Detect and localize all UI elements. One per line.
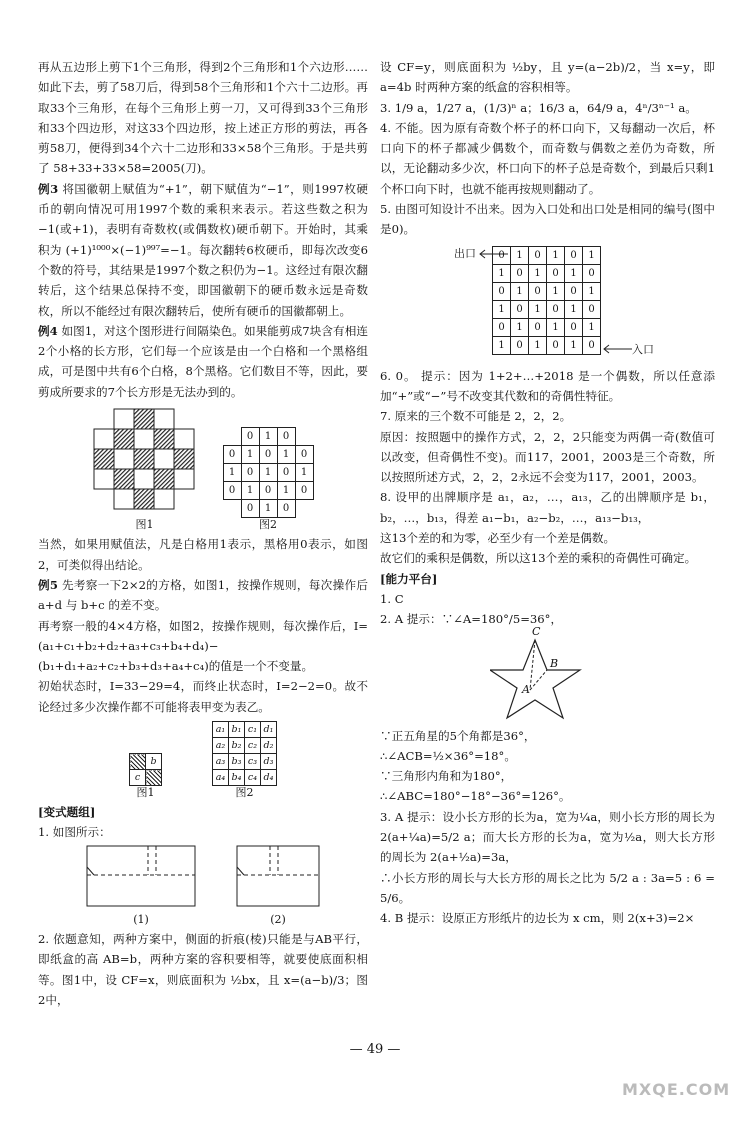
grid-cell: 1 [259, 428, 277, 446]
maze-figure [380, 244, 715, 362]
figure-caption: 图2 [259, 518, 277, 532]
grid-cell: 0 [295, 482, 313, 500]
star-step-2: ∴∠ACB=½×36°=18°。 [380, 748, 516, 763]
grid-row [223, 482, 313, 500]
example-3-text: 将国徽朝上赋值为“+1”，朝下赋值为“−1”，则1997枚硬币的朝向情况可用1997个数的乘积来表示。若这些数之积为−1(或+1)，表明有奇数枚(或偶数枚)硬币朝下。开始时，其乘积为 (+1)¹⁰⁰⁰×(−1)⁹⁹⁷=−1。每次翻转6枚硬币，即每次改变6个数的符号，其结果是1997个数之积仍为−1。这经过有限次翻转后，这个结果总保持不变，即国徽朝下的硬币数永远是奇数枚，所以不能经过有限次翻转后，使所有硬币的国徽都朝上。 [38, 181, 368, 318]
grid-cell: 0 [277, 500, 295, 518]
grid-cell: 0 [565, 282, 583, 300]
grid-cell: 0 [259, 482, 277, 500]
grid-cell: b₁ [229, 722, 245, 738]
grid-row [493, 282, 601, 300]
grid-cell: 1 [565, 336, 583, 354]
grid-row [223, 446, 313, 464]
figure-caption: 图1 [135, 518, 154, 532]
example-5-label: 例5 [38, 577, 58, 592]
page-number: — 49 — [349, 1042, 401, 1057]
example-5a-text: 先考察一下2×2的方格，如图1，按操作规则，每次操作后 a+d 与 b+c 的差不变。 [38, 577, 368, 613]
small-grid [129, 753, 162, 786]
grid-cell: 0 [223, 482, 241, 500]
grid-cell: 0 [277, 464, 295, 482]
example-4-label: 例4 [38, 323, 58, 338]
figure-caption: 图2 [235, 786, 254, 800]
grid-cell: 1 [259, 500, 277, 518]
box-figure-1 [86, 845, 196, 927]
answer-5: 5. 由图可知设计不出来。因为入口处和出口处是相同的编号(图中是0)。 [380, 202, 715, 237]
grid-cell: 1 [547, 318, 565, 336]
example-5a [38, 575, 368, 616]
grid-cell: 1 [583, 318, 601, 336]
answer-8a: 8. 设甲的出牌顺序是 a₁，a₂，…，a₁₃，乙的出牌顺序是 b₁，b₂，…，b₁₃，得差 a₁−b₁，a₂−b₂，…，a₁₃−b₁₃， [380, 490, 715, 525]
grid-cell: 1 [241, 482, 259, 500]
grid-cell: 1 [529, 336, 547, 354]
grid-cell: a₁ [213, 722, 229, 738]
answer-3: 3. 1/9 a，1/27 a，(1/3)ⁿ a；16/3 a，64/9 a，4ⁿ/3ⁿ⁻¹ a。 [380, 100, 697, 115]
grid-row [493, 318, 601, 336]
answer-8c: 故它们的乘积是偶数，所以这13个差的乘积的奇偶性可确定。 [380, 551, 697, 566]
grid-cell: 1 [511, 282, 529, 300]
ability-2: 2. A 提示：∵∠A=180°/5=36°， [380, 612, 563, 627]
star-step-1: ∵正五角星的5个角都是36°， [380, 728, 536, 743]
grid-cell: 1 [259, 464, 277, 482]
grid-cell: 0 [295, 446, 313, 464]
grid-cell [223, 500, 241, 518]
grid-row [223, 428, 313, 446]
grid-cell: 0 [529, 282, 547, 300]
star-label-b: B [550, 656, 559, 670]
ability-3a: 3. A 提示：设小长方形的长为a，宽为¼a，则小长方形的周长为 2(a+¼a)=5/2 a；而大长方形的长为a，宽为½a，则大长方形的周长为 2(a+½a)=3a， [380, 809, 715, 865]
grid-row [493, 336, 601, 354]
grid-row [493, 300, 601, 318]
grid-cell: 1 [547, 282, 565, 300]
grid-cell [130, 754, 146, 770]
example-3 [38, 179, 368, 321]
checker-figure [93, 408, 197, 532]
grid-cell: 0 [511, 300, 529, 318]
binary-grid [223, 427, 314, 518]
big-grid-figure [212, 721, 277, 800]
grid-cell: 0 [259, 446, 277, 464]
grid-cell: 0 [583, 300, 601, 318]
answer-7b: 原因：按照题中的操作方式，2，2，2只能变为两偶一奇(数值可以改变，但奇偶性不变)。而117，2001，2003是三个奇数，所以按照所述方式，2，2，2永远不会变为117，2001，2003。 [380, 429, 715, 485]
big-grid [212, 721, 277, 786]
figure-caption: 图1 [136, 786, 155, 800]
grid-cell: 1 [493, 300, 511, 318]
grid-cell: 1 [565, 264, 583, 282]
box-caption: (2) [270, 912, 286, 926]
paragraph-assignment: 当然，如果用赋值法，凡是白格用1表示，黑格用0表示，如图2，可类似得出结论。 [38, 537, 368, 572]
star-step-4: ∴∠ABC=180°−18°−36°=126°。 [380, 789, 571, 804]
example-3-label: 例3 [38, 181, 59, 196]
grid-row [213, 738, 277, 754]
grid-cell: 0 [223, 446, 241, 464]
grid-cell: 0 [511, 264, 529, 282]
grid-cell: b [146, 754, 162, 770]
checker-shape [93, 408, 197, 512]
grid-row [130, 770, 162, 786]
grid-cell: 1 [529, 264, 547, 282]
grid-cell: a₂ [213, 738, 229, 754]
grid-cell: a₄ [213, 770, 229, 786]
grid-cell: b₃ [229, 754, 245, 770]
grid-cell: 1 [583, 282, 601, 300]
ability-3b: ∴小长方形的周长与大长方形的周长之比为 5/2 a : 3a=5 : 6 = 5/6。 [380, 870, 715, 905]
grid-cell: 0 [583, 336, 601, 354]
grid-cell: d₂ [261, 738, 277, 754]
box-caption: (1) [133, 912, 149, 926]
variant-q2: 2. 依题意知，两种方案中，侧面的折痕(棱)只能是与AB平行，即纸盒的高 AB=b，两种方案的容积要相等，就要使底面积相等。图1中，设 CF=x，则底面积为 ½bx，且 x=(a−b)/3；图2中， [38, 931, 368, 1007]
grid-cell: d₁ [261, 722, 277, 738]
section-variants: [变式题组] [38, 805, 96, 820]
example-5c: 初始状态时，I=33−29=4，而终止状态时，I=2−2=0。故不论经过多少次操作都不可能将表甲变为表乙。 [38, 679, 368, 714]
binary-grid-figure [223, 427, 314, 532]
left-column [38, 57, 368, 1010]
star-step-3: ∵三角形内角和为180°， [380, 769, 513, 784]
variant-q1: 1. 如图所示： [38, 825, 111, 840]
paragraph-cutting: 再从五边形上剪下1个三角形，得到2个三角形和1个六边形……如此下去，剪了58刀后，得到58个三角形和1个六十二边形。再取33个三角形，在每个三角形上剪一刀，又可得到33个三角形和33个四边形，对这33个四边形，按上述正方形的剪法，再各剪58刀，便得到34个六十二边形和33×58个三角形。于是共剪了 58+33+33×58=2005(刀)。 [38, 60, 368, 176]
example-4-figures [38, 408, 368, 532]
grid-cell: c₃ [245, 754, 261, 770]
grid-row [493, 264, 601, 282]
answer-4: 4. 不能。因为原有奇数个杯子的杯口向下，又每翻动一次后，杯口向下的杯子都减少偶数个，而奇数与偶数之差仍为奇数，所以，无论翻动多少次，杯口向下的杯子总是奇数个，到最后只剩1个杯口向下时，也就不能再按规则翻动了。 [380, 120, 715, 196]
grid-row [213, 770, 277, 786]
small-grid-figure [129, 753, 162, 800]
grid-cell: 0 [241, 500, 259, 518]
grid-cell: 1 [277, 482, 295, 500]
maze-entrance-label: 入口 [632, 342, 654, 356]
answer-7a: 7. 原来的三个数不可能是 2，2，2。 [380, 409, 572, 424]
example-4 [38, 321, 368, 402]
grid-cell: 0 [493, 246, 511, 264]
grid-cell: 0 [547, 300, 565, 318]
grid-cell [146, 770, 162, 786]
grid-cell: 1 [583, 246, 601, 264]
example-5b: 再考察一般的4×4方格，如图2，按操作规则，每次操作后，I=(a₁+c₁+b₂+d₂+a₃+c₃+b₄+d₄)−(b₁+d₁+a₂+c₂+b₃+d₃+a₄+c₄)的值是一个不变量。 [38, 618, 368, 674]
grid-cell: 1 [547, 246, 565, 264]
grid-row [130, 754, 162, 770]
grid-cell [295, 500, 313, 518]
maze-exit-label: 出口 [454, 246, 476, 260]
grid-cell: 0 [547, 336, 565, 354]
ability-1: 1. C [380, 591, 404, 606]
answer-2-continued: 设 CF=y，则底面积为 ½by，且 y=(a−2b)/2，当 x=y，即 a=4b 时两种方案的纸盒的容积相等。 [380, 60, 715, 95]
grid-cell [223, 428, 241, 446]
grid-cell: 0 [529, 318, 547, 336]
grid-cell: b₄ [229, 770, 245, 786]
grid-cell: 0 [565, 318, 583, 336]
grid-cell: 1 [493, 336, 511, 354]
grid-row [493, 246, 601, 264]
grid-cell: c₄ [245, 770, 261, 786]
box-figures [38, 845, 368, 927]
grid-cell: 0 [241, 428, 259, 446]
grid-cell: 0 [241, 464, 259, 482]
grid-cell: c [130, 770, 146, 786]
grid-cell: 0 [583, 264, 601, 282]
star-label-c: C [532, 624, 541, 638]
grid-cell: 0 [493, 318, 511, 336]
star-label-a: A [522, 682, 530, 696]
star-figure [380, 624, 715, 726]
grid-cell: 1 [241, 446, 259, 464]
grid-cell: b₂ [229, 738, 245, 754]
box-diagram-1 [86, 845, 196, 907]
grid-cell: 1 [511, 246, 529, 264]
maze-grid [492, 246, 601, 355]
section-ability: [能力平台] [380, 571, 438, 586]
entrance-arrow-icon [602, 344, 632, 354]
grid-cell: 0 [565, 246, 583, 264]
grid-cell: 1 [223, 464, 241, 482]
watermark-logo: MXQE.COM [622, 1080, 731, 1099]
grid-cell: 1 [295, 464, 313, 482]
example-5-figures [38, 721, 368, 800]
star-diagram [490, 630, 620, 726]
grid-cell: 1 [493, 264, 511, 282]
grid-cell: d₄ [261, 770, 277, 786]
box-diagram-2 [236, 845, 320, 907]
right-column [380, 57, 715, 929]
answer-6: 6. 0。 提示：因为 1+2+…+2018 是一个偶数，所以任意添加“+”或“−”号不改变其代数和的奇偶性特征。 [380, 368, 715, 403]
grid-cell: c₂ [245, 738, 261, 754]
grid-cell: 0 [511, 336, 529, 354]
grid-cell: a₃ [213, 754, 229, 770]
example-4-text: 如图1，对这个图形进行间隔染色。如果能剪成7块含有相连2个小格的长方形，它们每一个应该是由一个白格和一个黑格组成，可是图中共有6个白格，8个黑格。它们数目不等，因此，要剪成所要求的7个长方形是无法办到的。 [38, 323, 368, 399]
grid-cell: 1 [565, 300, 583, 318]
grid-cell: 1 [511, 318, 529, 336]
ability-4: 4. B 提示：设原正方形纸片的边长为 x cm，则 2(x+3)=2× [380, 911, 695, 926]
grid-cell: d₃ [261, 754, 277, 770]
grid-row [213, 754, 277, 770]
grid-row [213, 722, 277, 738]
grid-row [223, 500, 313, 518]
answer-8b: 这13个差的和为零，必至少有一个差是偶数。 [380, 531, 616, 546]
grid-cell: 1 [529, 300, 547, 318]
grid-cell [295, 428, 313, 446]
grid-cell: 0 [493, 282, 511, 300]
box-figure-2 [236, 845, 320, 927]
grid-cell: c₁ [245, 722, 261, 738]
grid-row [223, 464, 313, 482]
grid-cell: 0 [529, 246, 547, 264]
grid-cell: 0 [277, 428, 295, 446]
grid-cell: 0 [547, 264, 565, 282]
grid-cell: 1 [277, 446, 295, 464]
